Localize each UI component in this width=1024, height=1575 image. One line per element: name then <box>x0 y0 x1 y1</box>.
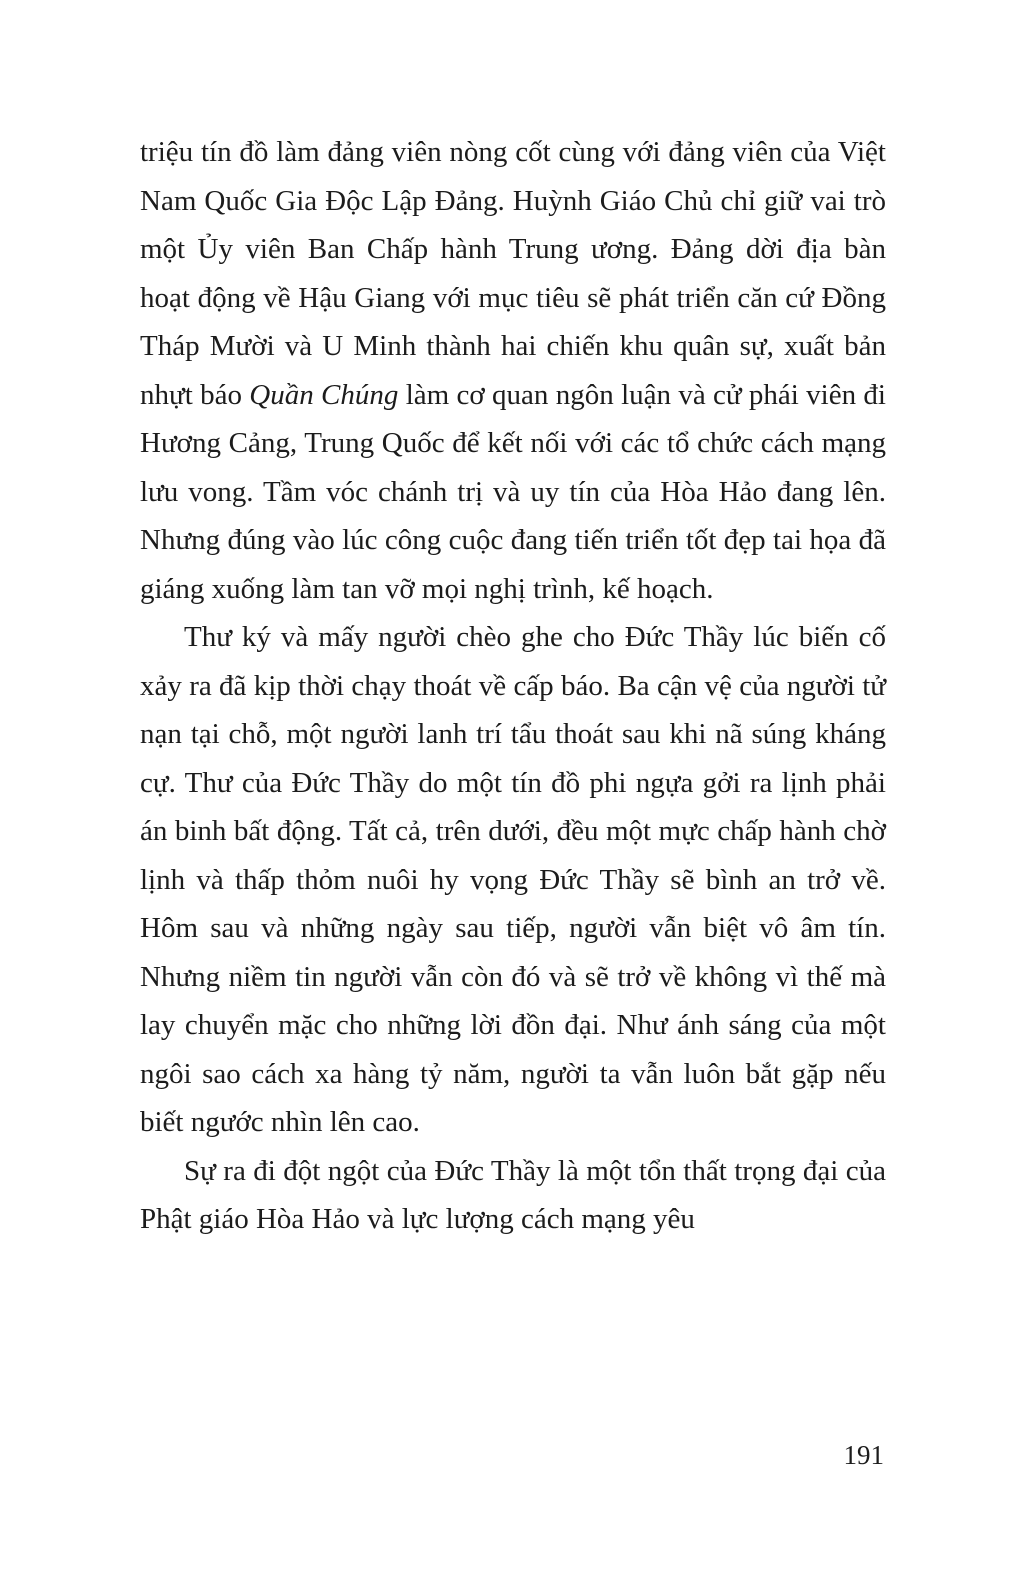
paragraph-3: Sự ra đi đột ngột của Đức Thầy là một tổn thất trọng đại của Phật giáo Hòa Hảo và lực lượng cách mạng yêu <box>140 1154 886 1235</box>
paragraph-1-text-before: triệu tín đồ làm đảng viên nòng cốt cùng với đảng viên của Việt Nam Quốc Gia Độc Lập Đảng. Huỳnh Giáo Chủ chỉ giữ vai trò một Ủy viên Ban Chấp hành Trung ương. Đảng dời địa bàn hoạt động về Hậu Giang với mục tiêu sẽ phát triển căn cứ Đồng Tháp Mười và U Minh thành hai chiến khu quân sự, xuất bản nhựt báo <box>140 136 886 411</box>
page-number: 191 <box>843 1440 884 1470</box>
text-block <box>140 128 886 1244</box>
paragraph-2: Thư ký và mấy người chèo ghe cho Đức Thầy lúc biến cố xảy ra đã kịp thời chạy thoát về cấp báo. Ba cận vệ của người tử nạn tại chỗ, một người lanh trí tẩu thoát sau khi nã súng kháng cự. Thư của Đức Thầy do một tín đồ phi ngựa gởi ra lịnh phải án binh bất động. Tất cả, trên dưới, đều một mực chấp hành chờ lịnh và thấp thỏm nuôi hy vọng Đức Thầy sẽ bình an trở về. Hôm sau và những ngày sau tiếp, người vẫn biệt vô âm tín. Nhưng niềm tin người vẫn còn đó và sẽ trở về không vì thế mà lay chuyển mặc cho những lời đồn đại. Như ánh sáng của một ngôi sao cách xa hàng tỷ năm, người ta vẫn luôn bắt gặp nếu biết ngước nhìn lên cao. <box>140 621 886 1138</box>
paragraph-1-text-after: làm cơ quan ngôn luận và cử phái viên đi Hương Cảng, Trung Quốc để kết nối với các tổ chức cách mạng lưu vong. Tầm vóc chánh trị và uy tín của Hòa Hảo đang lên. Nhưng đúng vào lúc công cuộc đang tiến triển tốt đẹp tai họa đã giáng xuống làm tan vỡ mọi nghị trình, kế hoạch. <box>140 378 886 605</box>
paragraph-1 <box>140 128 886 613</box>
newspaper-title-italic: Quần Chúng <box>249 378 399 411</box>
